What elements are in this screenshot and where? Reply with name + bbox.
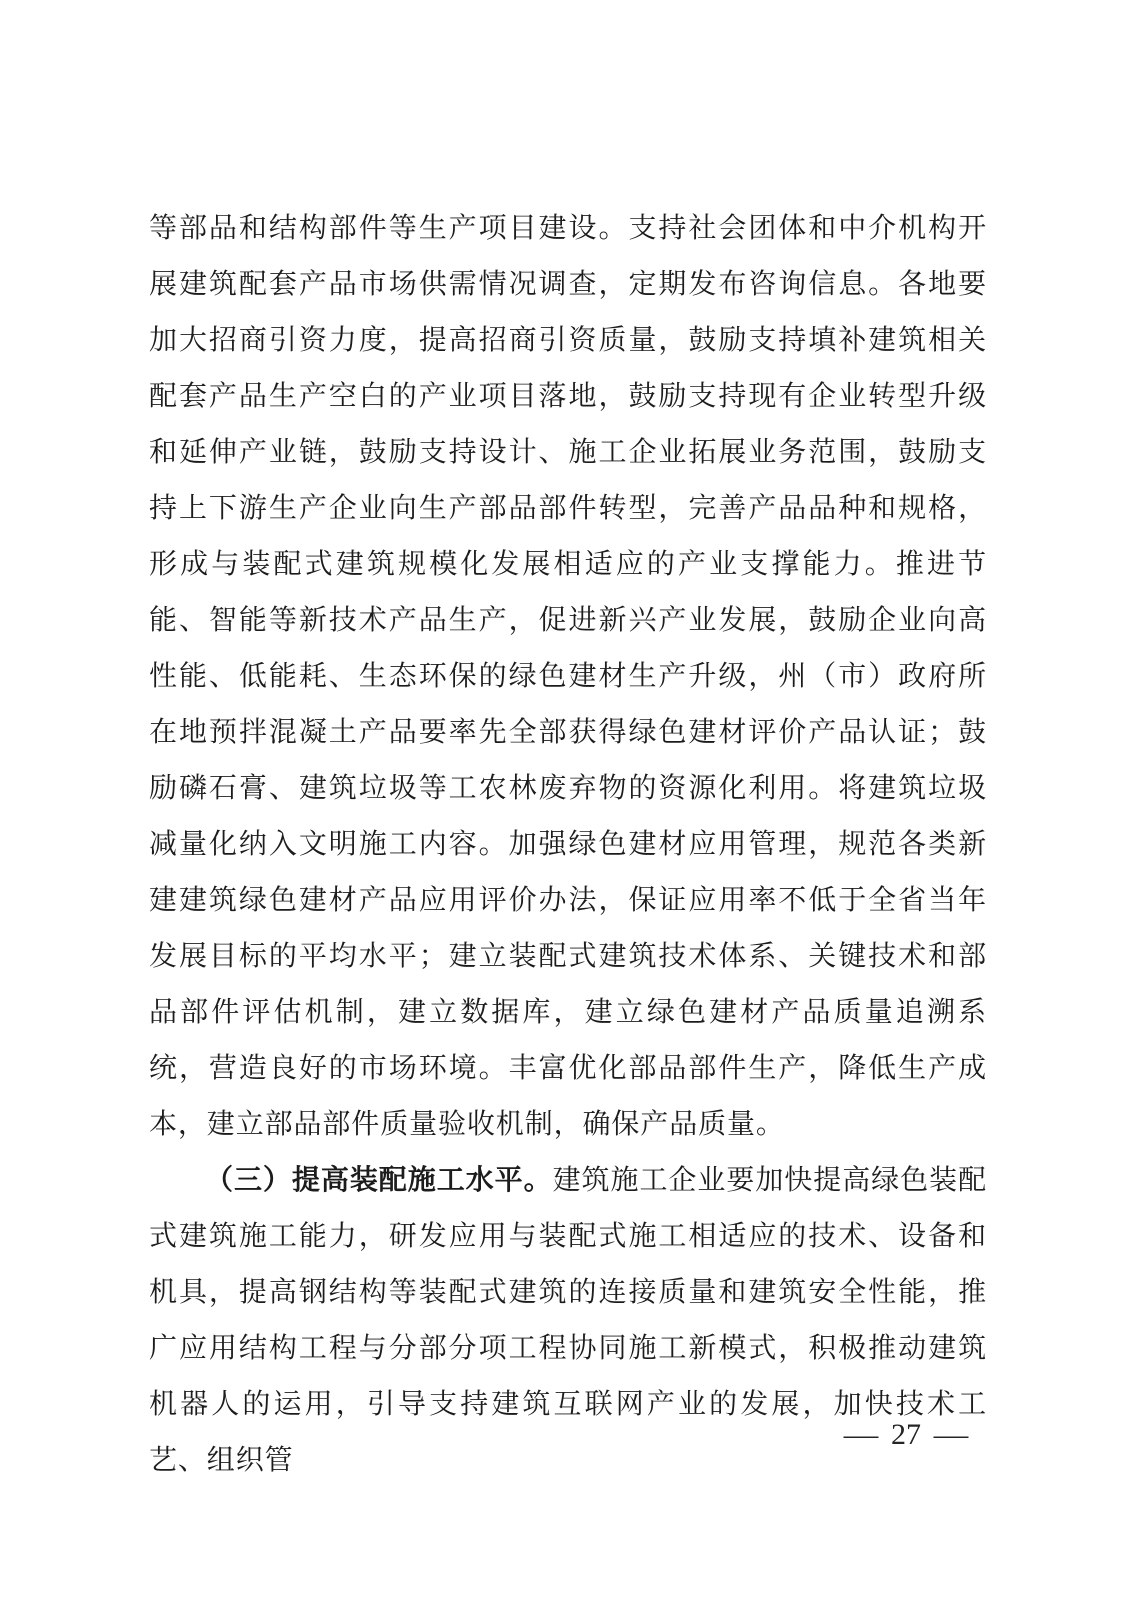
section-3-heading: （三）提高装配施工水平。 [205,1165,553,1196]
page-footer [843,1418,969,1452]
footer-dash-left: — [843,1418,879,1451]
paragraph-continuation [149,201,987,1153]
footer-dash-right: — [933,1418,969,1451]
text-block [149,201,987,1489]
page-number: 27 [891,1418,921,1451]
paragraph-section-3-text: 建筑施工企业要加快提高绿色装配式建筑施工能力，研发应用与装配式施工相适应的技术、设备和机具，提高钢结构等装配式建筑的连接质量和建筑安全性能，推广应用结构工程与分部分项工程协同施工新模式，积极推动建筑机器人的运用，引导支持建筑互联网产业的发展，加快技术工艺、组织管 [149,1165,987,1476]
paragraph-continuation-text: 等部品和结构部件等生产项目建设。支持社会团体和中介机构开展建筑配套产品市场供需情况调查，定期发布咨询信息。各地要加大招商引资力度，提高招商引资质量，鼓励支持填补建筑相关配套产品生产空白的产业项目落地，鼓励支持现有企业转型升级和延伸产业链，鼓励支持设计、施工企业拓展业务范围，鼓励支持上下游生产企业向生产部品部件转型，完善产品品种和规格，形成与装配式建筑规模化发展相适应的产业支撑能力。推进节能、智能等新技术产品生产，促进新兴产业发展，鼓励企业向高性能、低能耗、生态环保的绿色建材生产升级，州（市）政府所在地预拌混凝土产品要率先全部获得绿色建材评价产品认证；鼓励磷石膏、建筑垃圾等工农林废弃物的资源化利用。将建筑垃圾减量化纳入文明施工内容。加强绿色建材应用管理，规范各类新建建筑绿色建材产品应用评价办法，保证应用率不低于全省当年发展目标的平均水平；建立装配式建筑技术体系、关键技术和部品部件评估机制，建立数据库，建立绿色建材产品质量追溯系统，营造良好的市场环境。丰富优化部品部件生产，降低生产成本，建立部品部件质量验收机制，确保产品质量。 [149,213,987,1140]
